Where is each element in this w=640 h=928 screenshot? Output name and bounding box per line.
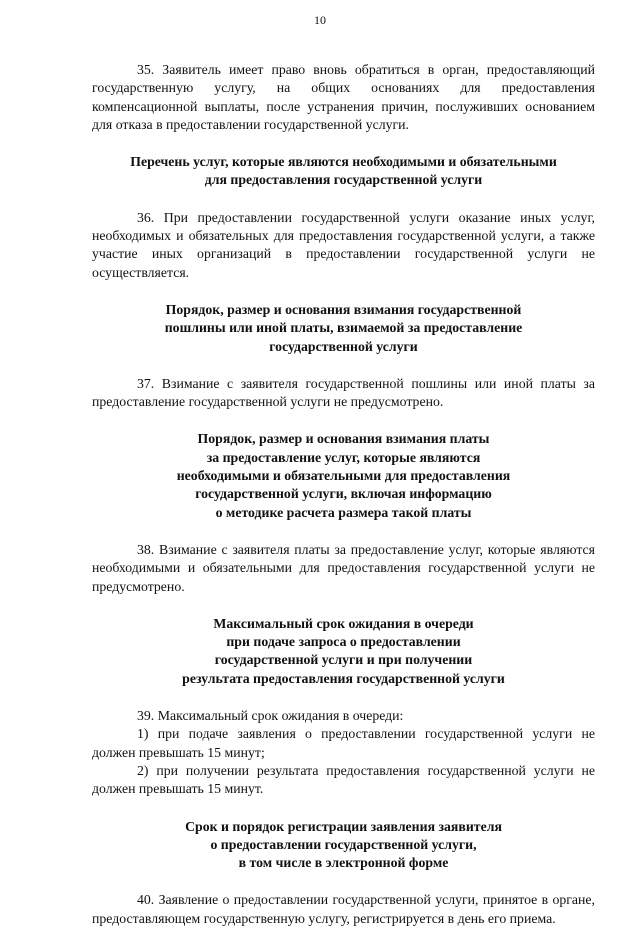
heading-line: результата предоставления государственной услуги (182, 670, 505, 686)
paragraph-39: 39. Максимальный срок ожидания в очереди: (137, 708, 404, 724)
section-heading-state-fee (92, 301, 595, 356)
heading-line: Порядок, размер и основания взимания государственной (165, 301, 522, 317)
paragraph-37: 37. Взимание с заявителя государственной пошлины или иной платы за предоставление государственной услуги не предусмотрено. (92, 375, 595, 410)
section-heading-required-services (92, 153, 595, 190)
paragraph-40: 40. Заявление о предоставлении государственной услуги, принятое в органе, предоставляющем государственную услугу, регистрируется в день его приема. (92, 892, 595, 926)
heading-line: Порядок, размер и основания взимания платы (197, 431, 490, 447)
heading-line: при подаче запроса о предоставлении (226, 634, 461, 650)
heading-line: о методике расчета размера такой платы (215, 504, 472, 520)
heading-line: государственной услуги (269, 338, 418, 354)
paragraph-39-item-2: 2) при получении результата предоставления государственной услуги не должен превышать 15 минут. (92, 762, 595, 797)
heading-line: Перечень услуг, которые являются необходимыми и обязательными (130, 154, 557, 170)
heading-line: Срок и порядок регистрации заявления заявителя (185, 818, 502, 834)
heading-line: в том числе в электронной форме (238, 855, 449, 871)
section-heading-fee-for-services (92, 430, 595, 521)
heading-line: государственной услуги, включая информацию (195, 486, 492, 502)
heading-line: Максимальный срок ожидания в очереди (213, 615, 474, 631)
heading-line: о предоставлении государственной услуги, (210, 836, 477, 852)
section-heading-registration (92, 818, 595, 873)
heading-line: пошлины или иной платы, взимаемой за предоставление (164, 320, 523, 336)
heading-line: для предоставления государственной услуги (204, 172, 483, 188)
paragraph-35: 35. Заявитель имеет право вновь обратиться в орган, предоставляющий государственную услугу, на общих основаниях для предоставления компенсационной выплаты, после устранения причин, послуживших основанием для отказа в предоставлении государственной услуги. (92, 62, 595, 132)
heading-line: необходимыми и обязательными для предоставления (176, 468, 511, 484)
page-number: 10 (314, 13, 326, 27)
heading-line: государственной услуги и при получении (214, 652, 473, 668)
section-heading-queue-time (92, 615, 595, 688)
paragraph-39-item-1: 1) при подаче заявления о предоставлении государственной услуги не должен превышать 15 минут; (92, 726, 595, 760)
heading-line: за предоставление услуг, которые являются (206, 449, 481, 465)
paragraph-36: 36. При предоставлении государственной услуги оказание иных услуг, необходимых и обязательных для предоставления государственной услуги, а также участие иных организаций в предоставлении государственной услуги не осуществляется. (92, 209, 595, 280)
paragraph-38: 38. Взимание с заявителя платы за предоставление услуг, которые являются необходимыми и обязательными для предоставления государственной услуги не предусмотрено. (92, 541, 595, 594)
document-body (92, 61, 595, 928)
